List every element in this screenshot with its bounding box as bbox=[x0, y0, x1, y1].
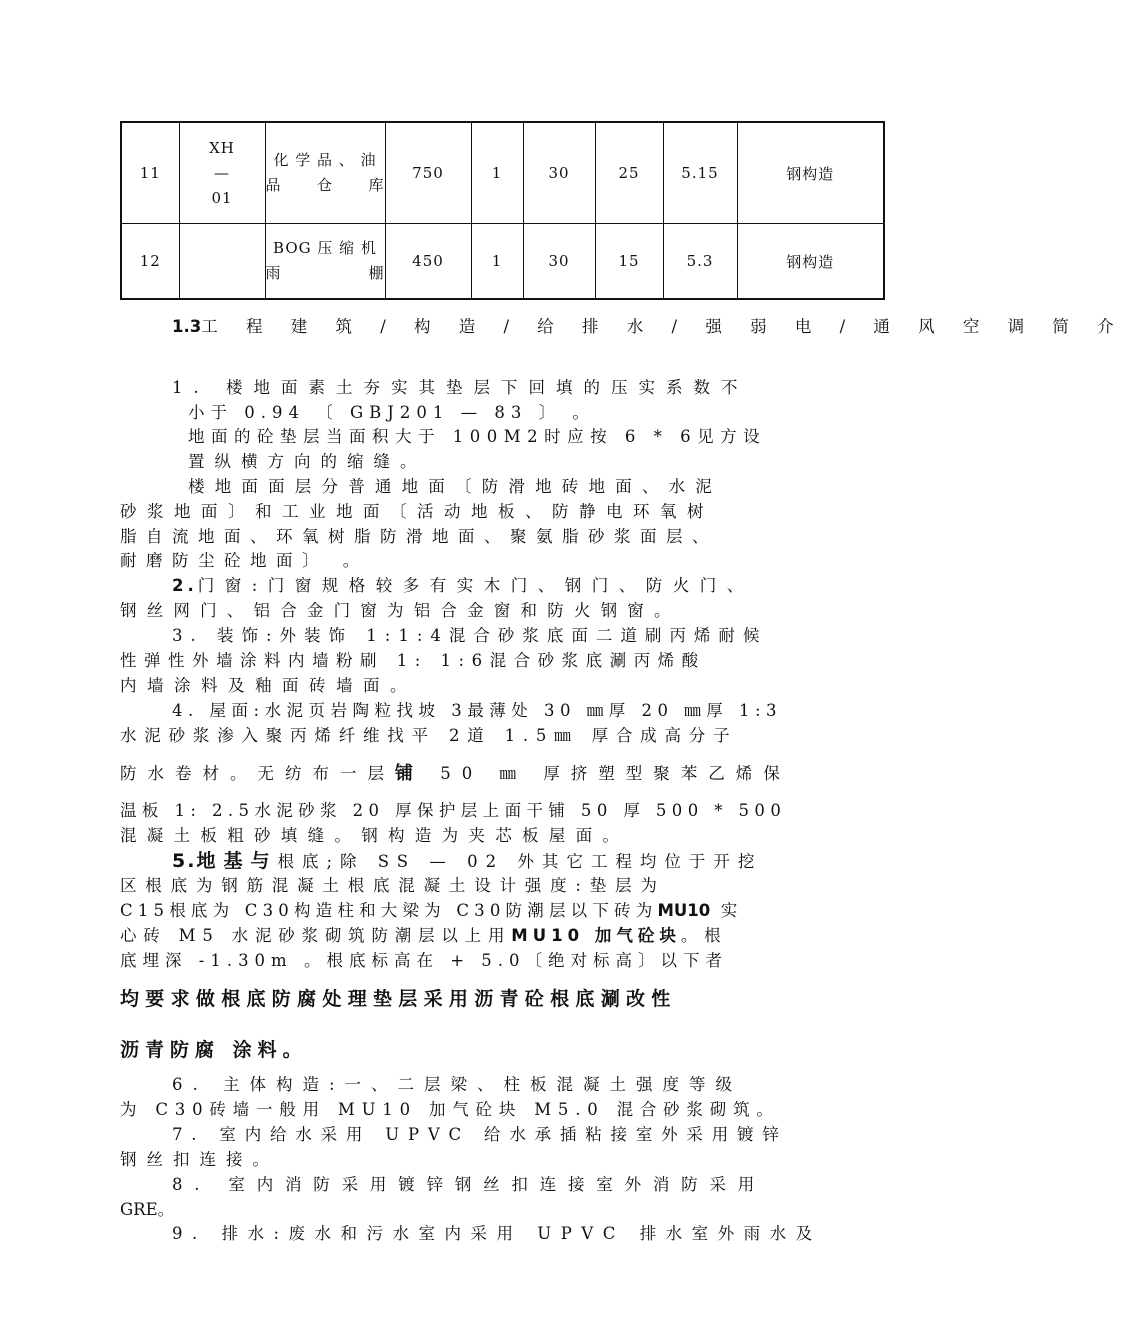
line-text: 根底;除 SS — 02 外其它工程均位于开挖 bbox=[277, 852, 763, 871]
building-area: 750 bbox=[385, 122, 471, 224]
table-row bbox=[121, 224, 884, 300]
table-row bbox=[121, 122, 884, 224]
paragraph-line: 8. 室内消防采用镀锌钢丝扣连接室外消防采用 bbox=[172, 1175, 767, 1194]
paragraph-line: 底埋深 -1.30m 。根底标高在 + 5.0〔绝对标高〕以下者 bbox=[120, 951, 729, 970]
line-text: 防水卷材。无纺布一层 bbox=[120, 764, 395, 783]
structure-type: 钢构造 bbox=[737, 224, 884, 300]
line-text: 实 bbox=[720, 901, 743, 920]
paragraph-line: 楼地面面层分普通地面〔防滑地砖地面、水泥 bbox=[188, 477, 722, 496]
floor-count: 1 bbox=[471, 224, 523, 300]
line-text-bold: MU10 bbox=[657, 901, 711, 920]
line-text: 。根 bbox=[680, 926, 728, 945]
floor-count: 1 bbox=[471, 122, 523, 224]
paragraph-line: 9. 排水:废水和污水室内采用 UPVC 排水室外雨水及 bbox=[172, 1224, 822, 1243]
building-code: XH — 01 bbox=[179, 122, 265, 224]
paragraph-line bbox=[172, 850, 762, 873]
paragraph-line bbox=[120, 900, 742, 922]
paragraph-line: 为 C30砖墙一般用 MU10 加气砼块 M5.0 混合砂浆砌筑。 bbox=[120, 1100, 780, 1119]
paragraph-line: 混凝土板粗砂填缝。钢构造为夹芯板屋面。 bbox=[120, 826, 630, 845]
line-text-bold: 铺 bbox=[395, 763, 424, 784]
paragraph-line: 小于 0.94 〔 GBJ201 — 83 〕 。 bbox=[188, 403, 595, 422]
line-text: 心砖 M5 水泥砂浆砌筑防潮层以上用 bbox=[120, 926, 512, 945]
paragraph-line: 耐磨防尘砼地面〕 。 bbox=[120, 551, 369, 570]
paragraph-line: 内墙涂料及釉面砖墙面。 bbox=[120, 676, 417, 695]
building-width: 15 bbox=[595, 224, 663, 300]
section-number: 1.3 bbox=[172, 317, 202, 336]
paragraph-line: 1. 楼地面素土夯实其垫层下回填的压实系数不 bbox=[172, 378, 749, 397]
paragraph-line: 性弹性外墙涂料内墙粉刷 1: 1:6混合砂浆底涮丙烯酸 bbox=[120, 651, 706, 670]
paragraph-line bbox=[120, 925, 727, 947]
building-code bbox=[179, 224, 265, 300]
paragraph-line: 钢丝扣连接。 bbox=[120, 1150, 279, 1169]
line-text: 50 ㎜ 厚挤塑型聚苯乙烯保 bbox=[440, 764, 791, 783]
item-number: 2. bbox=[172, 576, 198, 595]
building-height: 5.15 bbox=[663, 122, 737, 224]
building-spec-table bbox=[120, 121, 885, 300]
paragraph-line: 4. 屋面:水泥页岩陶粒找坡 3最薄处 30 ㎜厚 20 ㎜厚 1:3 bbox=[172, 701, 783, 720]
building-length: 30 bbox=[523, 122, 595, 224]
building-height: 5.3 bbox=[663, 224, 737, 300]
section-heading bbox=[172, 316, 1125, 338]
paragraph-line: 3. 装饰:外装饰 1:1:4混合砂浆底面二道刷丙烯耐候 bbox=[172, 626, 768, 645]
paragraph-line: 温板 1: 2.5水泥砂浆 20 厚保护层上面干铺 50 厚 500 * 500 bbox=[120, 801, 787, 820]
row-number: 11 bbox=[121, 122, 179, 224]
paragraph-line bbox=[120, 763, 791, 785]
paragraph-line: 砂浆地面〕和工业地面〔活动地板、防静电环氧树 bbox=[120, 502, 714, 521]
structure-type: 钢构造 bbox=[737, 122, 884, 224]
row-number: 12 bbox=[121, 224, 179, 300]
item-number: 5. bbox=[172, 850, 197, 872]
line-text: C15根底为 C30构造柱和大梁为 C30防潮层以下砖为 bbox=[120, 901, 658, 920]
paragraph-line: 水泥砂浆渗入聚丙烯纤维找平 2道 1.5㎜ 厚合成高分子 bbox=[120, 726, 738, 745]
paragraph-line: 7. 室内给水采用 UPVC 给水承插粘接室外采用镀锌 bbox=[172, 1125, 788, 1144]
building-width: 25 bbox=[595, 122, 663, 224]
paragraph-line: GRE。 bbox=[120, 1200, 175, 1219]
line-text-bold: MU10 加气砼块 bbox=[511, 926, 681, 945]
section-title: 工 程 建 筑 / 构 造 / 给 排 水 / 强 弱 电 / 通 风 空 调 简 介 bbox=[201, 317, 1125, 336]
paragraph-line-bold: 均要求做根底防腐处理垫层采用沥青砼根底涮改性 bbox=[120, 988, 677, 1010]
building-length: 30 bbox=[523, 224, 595, 300]
paragraph-line: 脂自流地面、环氧树脂防滑地面、聚氨脂砂浆面层、 bbox=[120, 527, 718, 546]
paragraph-line: 地面的砼垫层当面积大于 100M2时应按 6 * 6见方设 bbox=[188, 427, 767, 446]
paragraph-line: 钢丝网门、铝合金门窗为铝合金窗和防火钢窗。 bbox=[120, 601, 681, 620]
line-text-bold: 地基与 bbox=[196, 850, 278, 872]
building-name: 化 学 品 、 油 品 仓 库 bbox=[265, 122, 385, 224]
paragraph-line-bold: 沥青防腐 涂料。 bbox=[120, 1039, 308, 1061]
paragraph-line: 区根底为钢筋混凝土根底混凝土设计强度:垫层为 bbox=[120, 876, 666, 895]
paragraph-line: 6. 主体构造:一、二层梁、柱板混凝土强度等级 bbox=[172, 1075, 743, 1094]
paragraph-line bbox=[172, 575, 754, 597]
paragraph-line: 置纵横方向的缩缝。 bbox=[188, 452, 427, 471]
line-text: 门窗:门窗规格较多有实木门、钢门、防火门、 bbox=[197, 576, 754, 595]
building-name: BOG 压 缩 机 雨 棚 bbox=[265, 224, 385, 300]
building-area: 450 bbox=[385, 224, 471, 300]
